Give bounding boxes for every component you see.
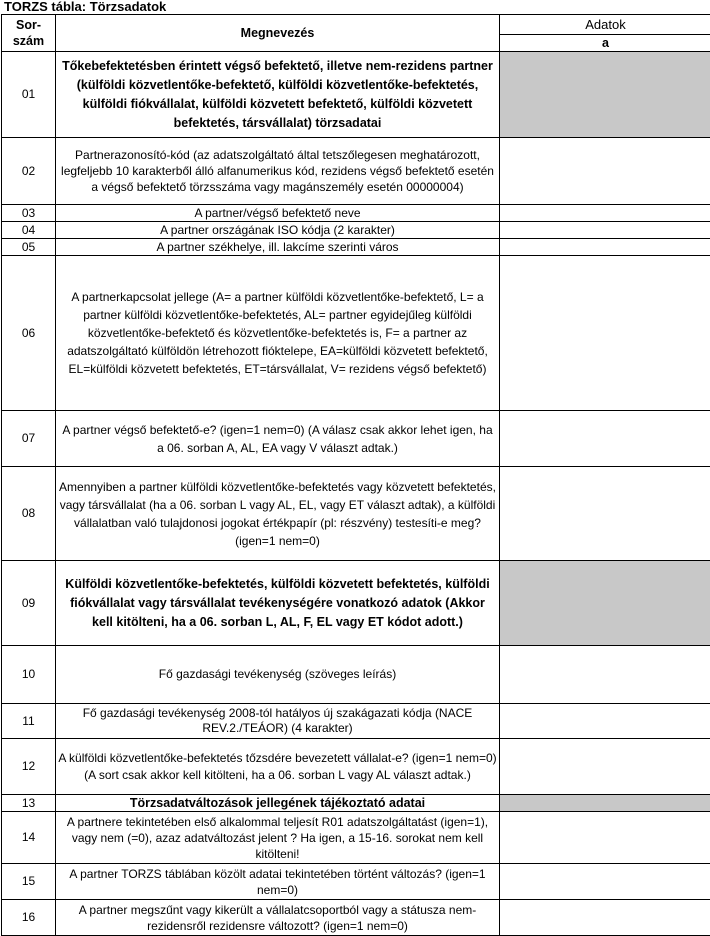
row-description: A partnere tekintetében első alkalommal teljesít R01 adatszolgáltatást (igen=1), vagy nem (=0), azaz adatváltozást jelent ? Ha igen, a 15-16. sorokat nem kell kitölteni! [56,812,500,864]
table-row [2,900,710,936]
table-row [2,795,710,812]
row-description: Fő gazdasági tevékenység (szöveges leírás) [56,646,500,704]
data-cell-input[interactable] [500,467,710,561]
row-description: A partner végső befektető-e? (igen=1 nem=0) (A válasz csak akkor lehet igen, ha a 06. sorban A, AL, EA vagy V választ adtak.) [56,411,500,467]
table-row [2,704,710,739]
row-number: 10 [2,646,56,704]
table-row [2,864,710,900]
data-cell-input[interactable] [500,239,710,256]
description-header: Megnevezés [56,15,500,52]
row-description: Amennyiben a partner külföldi közvetlentőke-befektetés vagy közvetett befektetés, vagy társvállalat (ha a 06. sorban L vagy AL, EL, vagy ET választ adtak), a külföldi vállalatban való tulajdonosi jogokat értékpapír (pl: részvény) testesíti-e meg? (igen=1 nem=0) [56,467,500,561]
data-cell-disabled [500,52,710,138]
row-description: Tőkebefektetésben érintett végső befektető, illetve nem-rezidens partner (külföldi közvetlentőke-befektető, külföldi közvetlentőke-befektetés, külföldi fiókvállalat, külföldi közvetett befektető, külföldi közvetett befektetés, társvállalat) törzsadatai [56,52,500,138]
row-description: Partnerazonosító-kód (az adatszolgáltató által tetszőlegesen meghatározott, legfeljebb 10 karakterből álló alfanumerikus kód, rezidens végső befektető esetén a végső befektető törzsszáma vagy magánszemély esetén 00000004) [56,138,500,205]
row-description: Törzsadatváltozások jellegének tájékoztató adatai [56,795,500,812]
row-number: 02 [2,138,56,205]
row-number: 05 [2,239,56,256]
row-description: A partnerkapcsolat jellege (A= a partner külföldi közvetlentőke-befektető, L= a partner külföldi közvetlentőke-befektetés, AL= partner egyidejűleg külföldi közvetlentőke-befektető és közvetlentőke-befektetés is, F= a partner az adatszolgáltató külföldön létrehozott fióktelepe, EA=külföldi közvetett befektető, EL=külföldi közvetett befektetés, ET=társvállalat, V= rezidens végső befektető) [56,256,500,411]
data-column-a-header: a [500,35,710,52]
row-number: 16 [2,900,56,936]
row-description: A partner megszűnt vagy kikerült a vállalatcsoportból vagy a státusza nem-rezidensről rezidensre változott? (igen=1 nem=0) [56,900,500,936]
row-number: 03 [2,205,56,222]
row-number: 12 [2,739,56,795]
row-number: 14 [2,812,56,864]
table-row [2,739,710,795]
table-row [2,52,710,138]
table-row [2,239,710,256]
row-number: 13 [2,795,56,812]
table-row [2,561,710,646]
row-description: A partner/végső befektető neve [56,205,500,222]
data-cell-input[interactable] [500,900,710,936]
row-number: 06 [2,256,56,411]
table-title: TORZS tábla: Törzsadatok [4,0,166,14]
data-cell-input[interactable] [500,704,710,739]
table-row [2,812,710,864]
row-number: 07 [2,411,56,467]
row-number: 04 [2,222,56,239]
master-data-table [1,14,710,936]
row-number: 01 [2,52,56,138]
table-row [2,138,710,205]
data-cell-disabled [500,561,710,646]
row-number-header: Sor- szám [2,15,56,52]
row-description: A partner TORZS táblában közölt adatai tekintetében történt változás? (igen=1 nem=0) [56,864,500,900]
row-description: A külföldi közvetlentőke-befektetés tőzsdére bevezetett vállalat-e? (igen=1 nem=0) (A sort csak akkor kell kitölteni, ha a 06. sorban L vagy AL választ adtak.) [56,739,500,795]
data-cell-disabled [500,795,710,812]
table-row [2,467,710,561]
table-row [2,256,710,411]
row-number: 15 [2,864,56,900]
data-cell-input[interactable] [500,411,710,467]
data-cell-input[interactable] [500,864,710,900]
data-cell-input[interactable] [500,138,710,205]
data-header: Adatok [500,15,710,35]
data-cell-input[interactable] [500,205,710,222]
row-number: 08 [2,467,56,561]
data-cell-input[interactable] [500,812,710,864]
table-row [2,646,710,704]
row-description: A partner székhelye, ill. lakcíme szerinti város [56,239,500,256]
data-cell-input[interactable] [500,256,710,411]
data-cell-input[interactable] [500,222,710,239]
data-cell-input[interactable] [500,739,710,795]
data-cell-input[interactable] [500,646,710,704]
row-description: Külföldi közvetlentőke-befektetés, külföldi közvetett befektetés, külföldi fiókvállalat vagy társvállalat tevékenységére vonatkozó adatok (Akkor kell kitölteni, ha a 06. sorban L, AL, F, EL vagy ET kódot adott.) [56,561,500,646]
row-number: 11 [2,704,56,739]
table-row [2,411,710,467]
row-number: 09 [2,561,56,646]
row-description: Fő gazdasági tevékenység 2008-tól hatályos új szakágazati kódja (NACE REV.2./TEÁOR) (4 karakter) [56,704,500,739]
row-description: A partner országának ISO kódja (2 karakter) [56,222,500,239]
table-row [2,205,710,222]
table-row [2,222,710,239]
